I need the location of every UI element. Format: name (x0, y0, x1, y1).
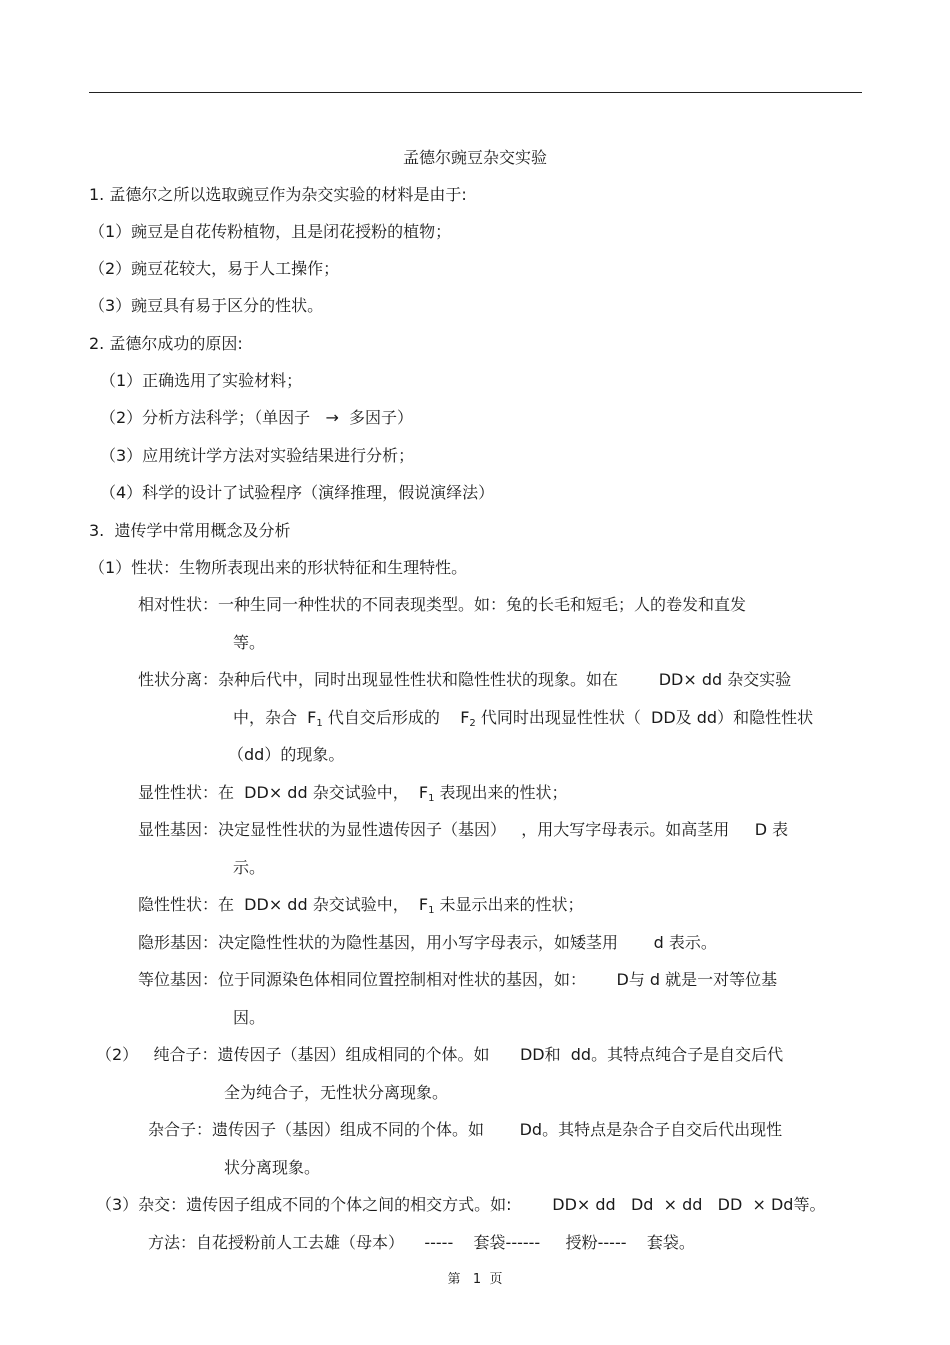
page-title: 孟德尔豌豆杂交实验 (402, 148, 547, 167)
text-line: （1）豌豆是自花传粉植物，且是闭花授粉的植物； (89, 222, 452, 241)
text-line: （3）豌豆具有易于区分的性状。 (89, 296, 324, 315)
subscript: 2 (469, 718, 476, 729)
text-line: （dd）的现象。 (228, 745, 345, 764)
text-span: 表现出来的性状； (434, 783, 568, 802)
text-line: （3）应用统计学方法对实验结果进行分析； (100, 446, 415, 465)
text-line: 相对性状：一种生同一种性状的不同表现类型。如：兔的长毛和短毛；人的卷发和直发 (138, 595, 747, 614)
text-line: 状分离现象。 (224, 1158, 321, 1177)
text-span: 显性性状：在 DD× dd 杂交试验中， F (138, 783, 429, 802)
page-number: 第 1 页 (447, 1272, 503, 1287)
text-line: （2）分析方法科学；（单因子 → 多因子） (100, 408, 414, 427)
text-line: 2. 孟德尔成功的原因: (89, 334, 243, 353)
text-line: 方法：自花授粉前人工去雄（母本） ----- 套袋------ 授粉----- 套袋。 (148, 1233, 695, 1252)
text-line: （2）豌豆花较大，易于人工操作； (89, 259, 340, 278)
text-span: 隐性性状：在 DD× dd 杂交试验中， F (138, 895, 429, 914)
subscript: 1 (428, 905, 435, 916)
text-line: 1. 孟德尔之所以选取豌豆作为杂交实验的材料是由于: (89, 185, 467, 204)
text-line: （2） 纯合子：遗传因子（基因）组成相同的个体。如 DD和 dd。其特点纯合子是自交后代 (96, 1045, 784, 1064)
text-line: 3. 遗传学中常用概念及分析 (89, 521, 291, 540)
text-line: 等。 (233, 633, 266, 652)
text-line: （4）科学的设计了试验程序（演绎推理，假说演绎法） (100, 483, 495, 502)
subscript: 1 (316, 718, 323, 729)
text-line: 全为纯合子，无性状分离现象。 (224, 1083, 449, 1102)
text-line: 性状分离：杂种后代中，同时出现显性性状和隐性性状的现象。如在 DD× dd 杂交实验 (138, 670, 792, 689)
text-line: 等位基因：位于同源染色体相同位置控制相对性状的基因，如： D与 d 就是一对等位基 (138, 970, 778, 989)
text-span: 代自交后形成的 F (322, 708, 470, 727)
text-line (233, 707, 813, 735)
header-rule (89, 92, 862, 93)
text-line: 示。 (233, 858, 266, 877)
text-line: （1）正确选用了实验材料； (100, 371, 303, 390)
text-span: 中，杂合 F (233, 708, 317, 727)
subscript: 1 (428, 793, 435, 804)
text-line: 杂合子：遗传因子（基因）组成不同的个体。如 Dd。其特点是杂合子自交后代出现性 (148, 1120, 783, 1139)
text-line: （3）杂交：遗传因子组成不同的个体之间的相交方式。如: DD× dd Dd × dd DD × Dd等。 (96, 1195, 826, 1214)
text-line: 因。 (233, 1008, 266, 1027)
text-line (138, 894, 584, 922)
text-line: 隐形基因：决定隐性性状的为隐性基因，用小写字母表示，如矮茎用 d 表示。 (138, 933, 717, 952)
text-line (138, 782, 568, 810)
text-line: 显性基因：决定显性性状的为显性遗传因子（基因） ，用大写字母表示。如高茎用 D 表 (138, 820, 789, 839)
text-span: 未显示出来的性状； (434, 895, 584, 914)
text-span: 代同时出现显性性状（ DD及 dd）和隐性性状 (475, 708, 814, 727)
text-line: （1）性状：生物所表现出来的形状特征和生理特性。 (89, 558, 468, 577)
